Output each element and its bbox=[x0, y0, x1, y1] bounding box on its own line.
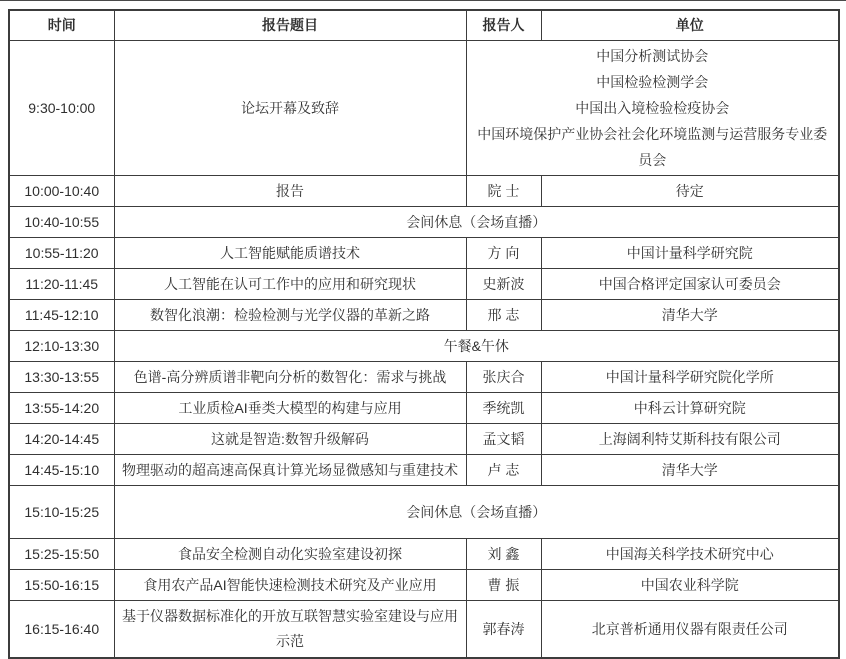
table-row bbox=[9, 41, 839, 176]
org-line: 中国分析测试协会 bbox=[596, 48, 709, 64]
speaker-cell: 刘 鑫 bbox=[466, 539, 541, 570]
time-cell: 15:10-15:25 bbox=[9, 486, 114, 539]
org-line: 中国出入境检验检疫协会 bbox=[575, 100, 730, 116]
title-cell: 论坛开幕及致辞 bbox=[114, 41, 466, 176]
org-cell: 中国计量科学研究院 bbox=[541, 238, 839, 269]
org-cell: 中国计量科学研究院化学所 bbox=[541, 362, 839, 393]
agenda-table bbox=[8, 9, 840, 659]
org-cell: 北京普析通用仪器有限责任公司 bbox=[541, 601, 839, 659]
break-label-cell: 午餐&午休 bbox=[114, 331, 839, 362]
time-cell: 10:00-10:40 bbox=[9, 176, 114, 207]
org-cell: 上海阔利特艾斯科技有限公司 bbox=[541, 424, 839, 455]
time-cell: 13:30-13:55 bbox=[9, 362, 114, 393]
time-cell: 10:40-10:55 bbox=[9, 207, 114, 238]
table-row bbox=[9, 424, 839, 455]
time-cell: 11:20-11:45 bbox=[9, 269, 114, 300]
table-row bbox=[9, 176, 839, 207]
org-list-cell bbox=[466, 41, 839, 176]
time-cell: 16:15-16:40 bbox=[9, 601, 114, 659]
speaker-cell: 卢 志 bbox=[466, 455, 541, 486]
break-label-cell: 会间休息（会场直播） bbox=[114, 486, 839, 539]
org-line: 中国环境保护产业协会社会化环境监测与运营服务专业委员会 bbox=[477, 126, 828, 168]
speaker-cell: 史新波 bbox=[466, 269, 541, 300]
title-cell: 数智化浪潮：检验检测与光学仪器的革新之路 bbox=[114, 300, 466, 331]
title-cell: 食品安全检测自动化实验室建设初探 bbox=[114, 539, 466, 570]
speaker-cell: 郭春涛 bbox=[466, 601, 541, 659]
time-cell: 15:50-16:15 bbox=[9, 570, 114, 601]
table-row bbox=[9, 601, 839, 659]
org-cell: 待定 bbox=[541, 176, 839, 207]
title-cell: 这就是智造:数智升级解码 bbox=[114, 424, 466, 455]
org-cell: 中国合格评定国家认可委员会 bbox=[541, 269, 839, 300]
table-row bbox=[9, 331, 839, 362]
table-row bbox=[9, 362, 839, 393]
org-cell: 中国农业科学院 bbox=[541, 570, 839, 601]
title-cell: 食用农产品AI智能快速检测技术研究及产业应用 bbox=[114, 570, 466, 601]
table-row bbox=[9, 393, 839, 424]
title-cell: 工业质检AI垂类大模型的构建与应用 bbox=[114, 393, 466, 424]
table-row bbox=[9, 269, 839, 300]
org-cell: 清华大学 bbox=[541, 300, 839, 331]
org-cell: 清华大学 bbox=[541, 455, 839, 486]
speaker-cell: 方 向 bbox=[466, 238, 541, 269]
header-row bbox=[9, 10, 839, 41]
agenda-table-header bbox=[9, 10, 839, 41]
time-cell: 15:25-15:50 bbox=[9, 539, 114, 570]
time-cell: 10:55-11:20 bbox=[9, 238, 114, 269]
speaker-cell: 张庆合 bbox=[466, 362, 541, 393]
time-cell: 9:30-10:00 bbox=[9, 41, 114, 176]
title-cell: 人工智能赋能质谱技术 bbox=[114, 238, 466, 269]
speaker-cell: 孟文韬 bbox=[466, 424, 541, 455]
time-cell: 13:55-14:20 bbox=[9, 393, 114, 424]
column-header-title: 报告题目 bbox=[114, 10, 466, 41]
title-cell: 色谱-高分辨质谱非靶向分析的数智化：需求与挑战 bbox=[114, 362, 466, 393]
org-line: 中国检验检测学会 bbox=[596, 74, 709, 90]
org-cell: 中国海关科学技术研究中心 bbox=[541, 539, 839, 570]
title-cell: 人工智能在认可工作中的应用和研究现状 bbox=[114, 269, 466, 300]
title-cell: 报告 bbox=[114, 176, 466, 207]
top-divider bbox=[0, 0, 846, 1]
org-cell: 中科云计算研究院 bbox=[541, 393, 839, 424]
table-row bbox=[9, 207, 839, 238]
speaker-cell: 邢 志 bbox=[466, 300, 541, 331]
column-header-speaker: 报告人 bbox=[466, 10, 541, 41]
table-row bbox=[9, 300, 839, 331]
table-row bbox=[9, 539, 839, 570]
column-header-time: 时间 bbox=[9, 10, 114, 41]
agenda-table-body bbox=[9, 41, 839, 659]
speaker-cell: 曹 振 bbox=[466, 570, 541, 601]
table-row bbox=[9, 238, 839, 269]
column-header-org: 单位 bbox=[541, 10, 839, 41]
title-cell: 基于仪器数据标准化的开放互联智慧实验室建设与应用示范 bbox=[114, 601, 466, 659]
title-cell: 物理驱动的超高速高保真计算光场显微感知与重建技术 bbox=[114, 455, 466, 486]
table-row bbox=[9, 486, 839, 539]
speaker-cell: 院 士 bbox=[466, 176, 541, 207]
time-cell: 12:10-13:30 bbox=[9, 331, 114, 362]
time-cell: 14:45-15:10 bbox=[9, 455, 114, 486]
time-cell: 14:20-14:45 bbox=[9, 424, 114, 455]
speaker-cell: 季统凯 bbox=[466, 393, 541, 424]
table-row bbox=[9, 455, 839, 486]
break-label-cell: 会间休息（会场直播） bbox=[114, 207, 839, 238]
time-cell: 11:45-12:10 bbox=[9, 300, 114, 331]
table-row bbox=[9, 570, 839, 601]
